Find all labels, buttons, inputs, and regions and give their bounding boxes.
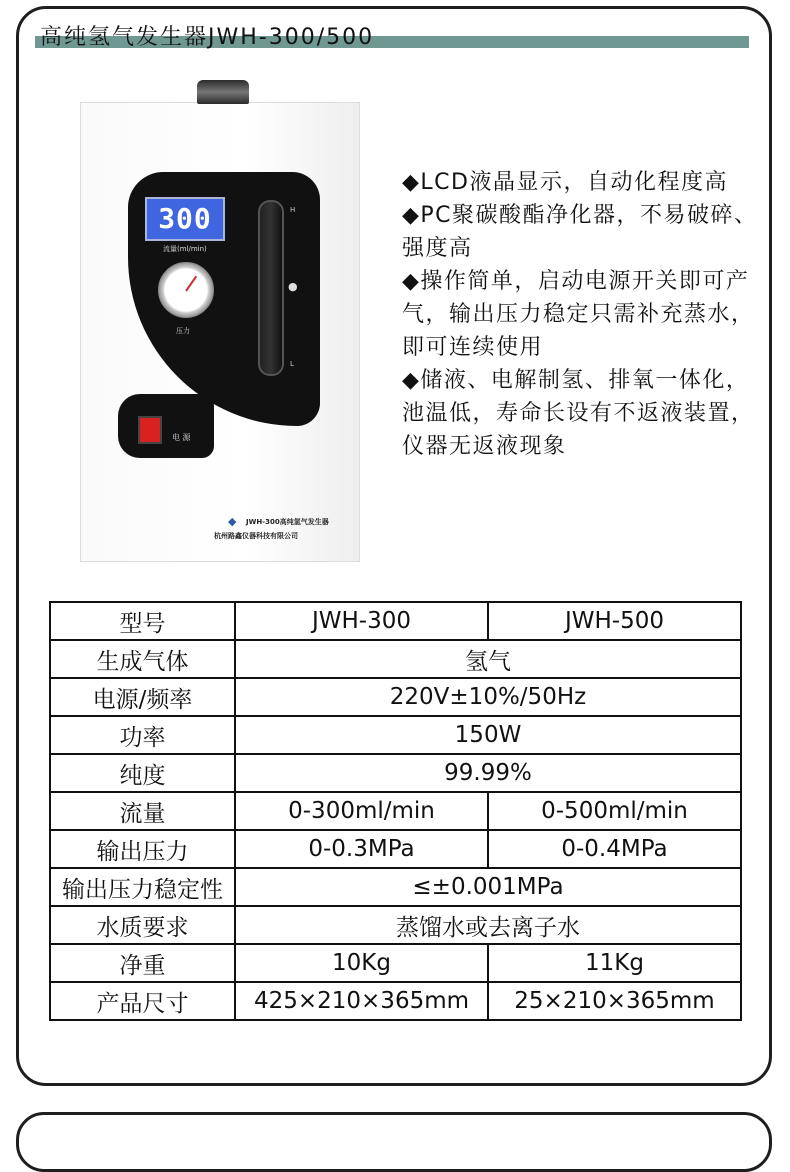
flow-label: 流量(ml/min): [163, 245, 207, 253]
row-label: 水质要求: [50, 906, 235, 944]
row-label: 功率: [50, 716, 235, 754]
row-value: 0-500ml/min: [488, 792, 741, 830]
table-row: [50, 640, 741, 678]
feature-item: ◆PC聚碳酸酯净化器，不易破碎、强度高: [402, 203, 758, 261]
table-row: [50, 944, 741, 982]
spec-table: [49, 601, 742, 1021]
table-header-row: [50, 602, 741, 640]
table-row: [50, 678, 741, 716]
table-row: [50, 906, 741, 944]
tick-high: H: [290, 206, 296, 214]
row-value: 99.99%: [235, 754, 741, 792]
next-card-edge: [16, 1112, 772, 1172]
water-level-tube: [258, 200, 284, 376]
row-label: 生成气体: [50, 640, 235, 678]
water-drop-icon: ●: [288, 280, 298, 293]
feature-item: ◆操作简单，启动电源开关即可产气，输出压力稳定只需补充蒸水，即可连续使用: [402, 269, 755, 360]
row-value: 蒸馏水或去离子水: [235, 906, 741, 944]
table-row: [50, 830, 741, 868]
company-logo-icon: ◆: [228, 515, 237, 528]
row-value: 150W: [235, 716, 741, 754]
row-value: 425×210×365mm: [235, 982, 488, 1020]
model-plate: JWH-300高纯氢气发生器: [246, 518, 329, 526]
power-label: 电 源: [172, 433, 191, 442]
row-value: 220V±10%/50Hz: [235, 678, 741, 716]
row-label: 输出压力: [50, 830, 235, 868]
row-value: 25×210×365mm: [488, 982, 741, 1020]
table-row: [50, 754, 741, 792]
feature-item: ◆LCD液晶显示，自动化程度高: [402, 170, 728, 195]
row-label: 净重: [50, 944, 235, 982]
tick-low: L: [290, 360, 294, 368]
row-label: 电源/频率: [50, 678, 235, 716]
row-label: 输出压力稳定性: [50, 868, 235, 906]
row-value: ≤±0.001MPa: [235, 868, 741, 906]
table-row: [50, 716, 741, 754]
row-value: 氢气: [235, 640, 741, 678]
row-value: 0-0.4MPa: [488, 830, 741, 868]
header-cell: JWH-300: [235, 602, 488, 640]
row-value: 11Kg: [488, 944, 741, 982]
gas-outlet-cap: [197, 80, 249, 104]
feature-list: [402, 166, 762, 463]
power-panel: [118, 394, 214, 458]
page-title: 高纯氢气发生器JWH-300/500: [40, 25, 375, 50]
header-cell: JWH-500: [488, 602, 741, 640]
row-label: 产品尺寸: [50, 982, 235, 1020]
row-label: 纯度: [50, 754, 235, 792]
company-name: 杭州路鑫仪器科技有限公司: [214, 532, 298, 540]
feature-item: ◆储液、电解制氢、排氧一体化，池温低，寿命长设有不返液装置，仪器无返液现象: [402, 368, 755, 459]
lcd-display: 300: [145, 197, 225, 241]
header-cell: 型号: [50, 602, 235, 640]
pressure-label: 压力: [176, 327, 190, 335]
table-row: [50, 868, 741, 906]
row-value: 10Kg: [235, 944, 488, 982]
row-value: 0-0.3MPa: [235, 830, 488, 868]
power-switch[interactable]: [138, 416, 162, 444]
table-row: [50, 792, 741, 830]
row-label: 流量: [50, 792, 235, 830]
brand-plate: [200, 517, 340, 545]
row-value: 0-300ml/min: [235, 792, 488, 830]
pressure-gauge-icon: [158, 262, 214, 318]
table-row: [50, 982, 741, 1020]
